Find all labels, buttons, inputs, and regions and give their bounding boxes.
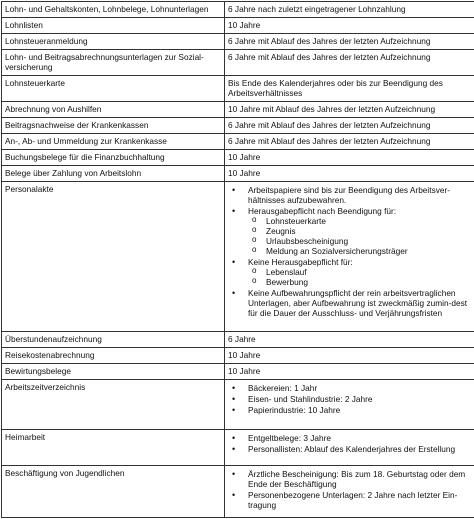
row-label: Buchungsbelege für die Finanzbuchhaltung xyxy=(2,150,225,166)
list-item: • Eisen- und Stahlindustrie: 2 Jahre xyxy=(248,394,473,404)
sub-list xyxy=(248,267,473,287)
row-value: 10 Jahre xyxy=(225,18,474,34)
personalakte-details xyxy=(225,182,474,332)
row-value: 6 Jahre mit Ablauf des Jahres der letzten Aufzeichnung xyxy=(225,118,474,134)
sub-list-item: o Bewerbung xyxy=(266,277,473,287)
sub-list-item: o Lohnsteuerkarte xyxy=(266,216,473,226)
row-value: 6 Jahre mit Ablauf des Jahres der letzten Aufzeichnung xyxy=(225,134,474,150)
table-row xyxy=(2,76,474,102)
list-item-text: Herausgabepflicht nach Beendigung für: xyxy=(248,206,397,216)
list-item xyxy=(248,257,473,287)
table-row xyxy=(2,348,474,364)
list-item: • Entgeltbelege: 3 Jahre xyxy=(248,433,473,443)
sub-list xyxy=(248,216,473,256)
row-label: Abrechnung von Aushilfen xyxy=(2,102,225,118)
table-row-personalakte xyxy=(2,182,474,332)
list-item xyxy=(248,206,473,256)
table-row-heimarbeit xyxy=(2,430,474,466)
row-label: Personalakte xyxy=(2,182,225,332)
row-value: 10 Jahre xyxy=(225,150,474,166)
row-label: Lohnsteueranmeldung xyxy=(2,34,225,50)
row-label: Beitragsnachweise der Krankenkassen xyxy=(2,118,225,134)
list-item: • Personenbezogene Unterlagen: 2 Jahre nach letzter Ein-tragung xyxy=(248,490,473,510)
row-value: 10 Jahre xyxy=(225,166,474,182)
retention-table xyxy=(1,1,474,518)
row-value: 6 Jahre nach zuletzt eingetragener Lohnzahlung xyxy=(225,2,474,18)
row-label: Überstundenaufzeichnung xyxy=(2,332,225,348)
table-row xyxy=(2,150,474,166)
table-row-arbeitszeit xyxy=(2,380,474,430)
row-label: An-, Ab- und Ummeldung zur Krankenkasse xyxy=(2,134,225,150)
table-row xyxy=(2,166,474,182)
sub-list-item: o Zeugnis xyxy=(266,226,473,236)
arbeitszeit-details xyxy=(225,380,474,430)
sub-list-item: o Meldung an Sozialversicherungsträger xyxy=(266,246,473,256)
row-value: Bis Ende des Kalenderjahres oder bis zur Beendigung des Arbeitsverhältnisses xyxy=(225,76,474,102)
table-row xyxy=(2,50,474,76)
row-label: Lohn- und Beitragsabrechnungsunterlagen zur Sozial-versicherung xyxy=(2,50,225,76)
row-value: 6 Jahre mit Ablauf des Jahres der letzten Aufzeichnung xyxy=(225,34,474,50)
table-row xyxy=(2,134,474,150)
jugendliche-details xyxy=(225,466,474,518)
row-value: 10 Jahre mit Ablauf des Jahres der letzten Aufzeichnung xyxy=(225,102,474,118)
table-row xyxy=(2,102,474,118)
jugendliche-list xyxy=(228,469,473,510)
row-label: Reisekostenabrechnung xyxy=(2,348,225,364)
list-item: • Papierindustrie: 10 Jahre xyxy=(248,405,473,415)
table-row xyxy=(2,118,474,134)
row-label: Belege über Zahlung von Arbeitslohn xyxy=(2,166,225,182)
arbeitszeit-list xyxy=(228,383,473,415)
table-row-jugendliche xyxy=(2,466,474,518)
row-value: 10 Jahre xyxy=(225,364,474,380)
heimarbeit-details xyxy=(225,430,474,466)
list-item: • Arbeitspapiere sind bis zur Beendigung des Arbeitsver-hältnisses aufzubewahren. xyxy=(248,185,473,205)
table-row xyxy=(2,2,474,18)
row-label: Lohnlisten xyxy=(2,18,225,34)
table-row xyxy=(2,18,474,34)
list-item: • Bäckereien: 1 Jahr xyxy=(248,383,473,393)
list-item: • Keine Aufbewahrungspflicht der rein arbeitsvertraglichen Unterlagen, aber Aufbewahrung ist zweckmäßig zumin-dest für die Dauer der Ausschluss- und Verjährungsfristen xyxy=(248,288,473,318)
row-value: 6 Jahre mit Ablauf des Jahres der letzten Aufzeichnung xyxy=(225,50,474,76)
row-label: Arbeitszeitverzeichnis xyxy=(2,380,225,430)
list-item: • Ärztliche Bescheinigung: Bis zum 18. Geburtstag oder dem Ende der Beschäftigung xyxy=(248,469,473,489)
row-label: Lohn- und Gehaltskonten, Lohnbelege, Lohnunterlagen xyxy=(2,2,225,18)
sub-list-item: o Urlaubsbescheinigung xyxy=(266,236,473,246)
sub-list-item: o Lebenslauf xyxy=(266,267,473,277)
row-label: Bewirtungsbelege xyxy=(2,364,225,380)
heimarbeit-list xyxy=(228,433,473,454)
row-label: Beschäftigung von Jugendlichen xyxy=(2,466,225,518)
table-row xyxy=(2,364,474,380)
row-label: Heimarbeit xyxy=(2,430,225,466)
retention-table-document xyxy=(1,1,472,518)
personalakte-list xyxy=(228,185,473,318)
table-row xyxy=(2,332,474,348)
table-row xyxy=(2,34,474,50)
row-label: Lohnsteuerkarte xyxy=(2,76,225,102)
list-item-text: Keine Herausgabepflicht für: xyxy=(248,257,353,267)
row-value: 6 Jahre xyxy=(225,332,474,348)
retention-table-body xyxy=(2,2,474,518)
list-item: • Personallisten: Ablauf des Kalenderjahres der Erstellung xyxy=(248,444,473,454)
row-value: 10 Jahre xyxy=(225,348,474,364)
